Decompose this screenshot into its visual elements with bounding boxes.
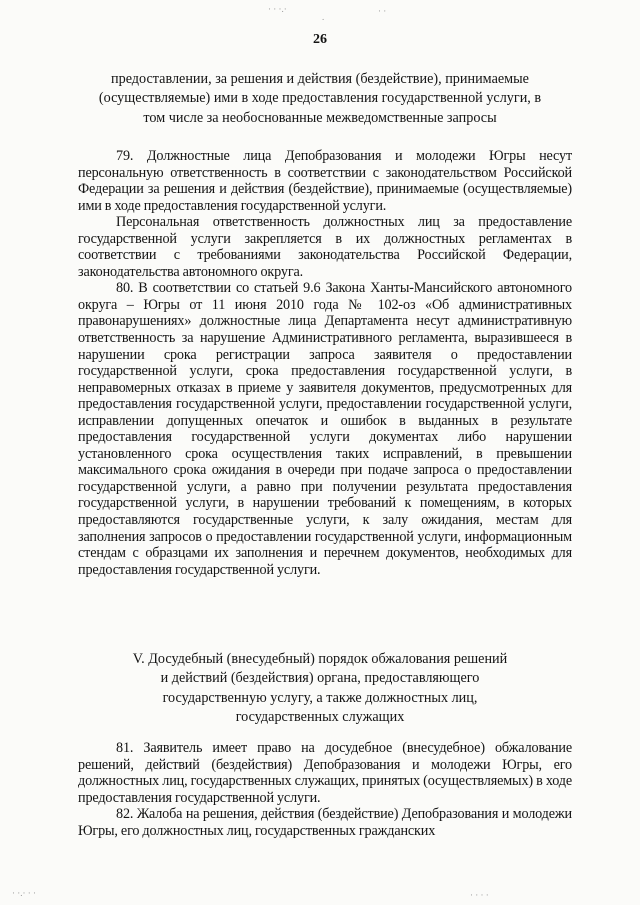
paragraph-81: 81. Заявитель имеет право на досудебное (внесудебное) обжалование решений, действий (бездействия) Депобразования и молодежи Югры, его должностных лиц, государственных служащих, принятых (осуществляемых) в ходе предоставления государственной услуги.	[78, 740, 572, 806]
scan-artifact: · ·	[378, 6, 387, 16]
scan-artifact: .	[322, 12, 325, 22]
paragraph-79: 79. Должностные лица Депобразования и молодежи Югры несут персональную ответственность в соответствии с законодательством Российской Федерации за решения и действия (бездействие), принимаемые (осуществляемые) ими в ходе предоставления государственной услуги.	[78, 148, 572, 214]
section-v-heading	[60, 650, 580, 727]
body-text-articles-81-82	[78, 740, 572, 839]
heading-line: государственную услугу, а также должностных лиц,	[162, 689, 478, 706]
heading-line: предоставлении, за решения и действия (бездействие), принимаемые	[111, 71, 529, 87]
heading-line: V. Досудебный (внесудебный) порядок обжалования решений	[132, 651, 508, 667]
section-heading-continuation	[60, 70, 580, 128]
paragraph-personal-responsibility: Персональная ответственность должностных лиц за предоставление государственной услуги закрепляется в их должностных регламентах в соответствии с требованиями законодательства Российской Федерации, законодательства автономного округа.	[78, 214, 572, 280]
heading-line: государственных служащих	[235, 708, 405, 725]
paragraph-80: 80. В соответствии со статьей 9.6 Закона Ханты-Мансийского автономного округа – Югры от 11 июня 2010 года № 102-оз «Об административных правонарушениях» должностные лица Департамента несут административную ответственность за нарушение Административного регламента, выразившееся в нарушении срока регистрации запроса заявителя о предоставлении государственной услуги, срока предоставления государственной услуги, в неправомерных отказах в приеме у заявителя документов, предусмотренных для предоставления государственной услуги, предоставлении государственной услуги, исправлении допущенных опечаток и ошибок в выданных в результате предоставления государственной услуги документах либо нарушении установленного срока осуществления таких исправлений, в превышении максимального срока ожидания в очереди при подаче запроса о предоставлении государственной услуги, а равно при получении результата предоставления государственной услуги, в нарушении требований к помещениям, в которых предоставляются государственные услуги, к залу ожидания, местам для заполнения запросов о предоставлении государственной услуги, информационным стендам с образцами их заполнения и перечнем документов, необходимых для предоставления государственной услуги.	[78, 280, 572, 578]
heading-line: и действий (бездействия) органа, предоставляющего	[160, 670, 480, 687]
scan-artifact: · · ·.·	[268, 4, 287, 14]
body-text-articles-79-80	[78, 148, 572, 578]
heading-line: том числе за необоснованные межведомственные запросы	[143, 109, 497, 126]
paragraph-82: 82. Жалоба на решения, действия (бездействие) Депобразования и молодежи Югры, его должностных лиц, государственных гражданских	[78, 806, 572, 839]
page-number: 26	[313, 32, 327, 47]
scan-artifact: · ·.· · ·	[12, 888, 36, 898]
scan-artifact: · · · ·	[470, 890, 489, 900]
heading-line: (осуществляемые) ими в ходе предоставления государственной услуги, в	[98, 90, 542, 107]
